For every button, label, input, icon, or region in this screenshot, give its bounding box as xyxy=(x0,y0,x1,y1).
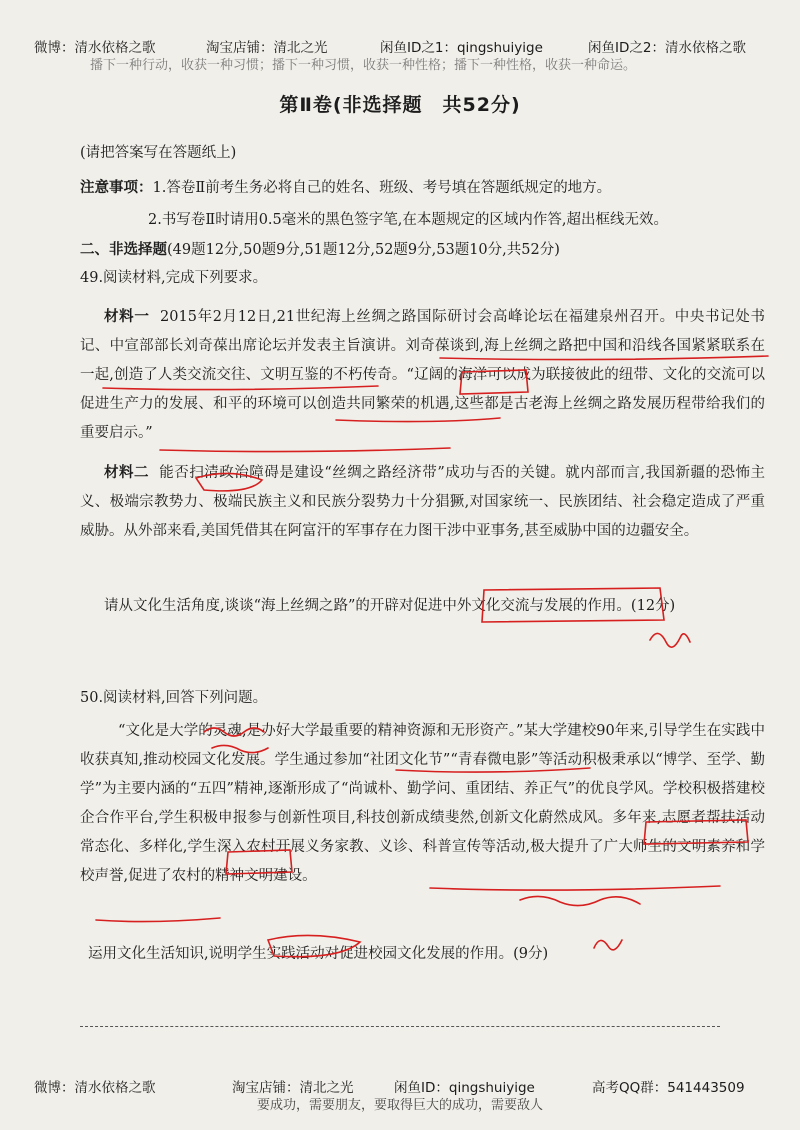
notice-label: 注意事项： xyxy=(80,180,153,196)
section-label: 二、非选择题 xyxy=(80,242,167,258)
q49-material-2 xyxy=(80,459,765,546)
page-title: 第Ⅱ卷(非选择题 共52分) xyxy=(279,94,521,116)
header-xianyu-2: 闲鱼ID之2：清水依格之歌 xyxy=(588,40,746,56)
q49-material-1 xyxy=(80,303,765,448)
q50-question: 运用文化生活知识,说明学生实践活动对促进校园文化发展的作用。(9分) xyxy=(88,946,549,962)
underline-mark xyxy=(160,448,450,452)
instruction: (请把答案写在答题纸上) xyxy=(80,145,237,161)
footer-xianyu: 闲鱼ID：qingshuiyige xyxy=(394,1080,535,1096)
q49-material-2-label: 材料二 xyxy=(104,465,150,481)
q49-stem: 49.阅读材料,完成下列要求。 xyxy=(80,270,268,286)
footer-qq: 高考QQ群：541443509 xyxy=(592,1080,745,1096)
q49-material-2-text: 能否扫清政治障碍是建设“丝绸之路经济带”成功与否的关键。就内部而言,我国新疆的恐怖主义、极端宗教势力、极端民族主义和民族分裂势力十分猖獗,对国家统一、民族团结、社会稳定造成了严重威胁。从外部来看,美国凭借其在阿富汗的军事存在力图干涉中亚事务,甚至威胁中国的边疆安全。 xyxy=(80,465,766,539)
notice-item-2: 2.书写卷Ⅱ时请用0.5毫米的黑色签字笔,在本题规定的区域内作答,超出框线无效。 xyxy=(148,212,668,228)
header-weibo: 微博：清水依格之歌 xyxy=(34,40,156,56)
notice-text-1: 1.答卷Ⅱ前考生务必将自己的姓名、班级、考号填在答题纸规定的地方。 xyxy=(152,180,612,196)
underline-mark xyxy=(96,918,220,922)
q50-stem: 50.阅读材料,回答下列问题。 xyxy=(80,690,268,706)
header-taobao: 淘宝店铺：清北之光 xyxy=(206,40,328,56)
footer-taobao: 淘宝店铺：清北之光 xyxy=(232,1080,354,1096)
header-xianyu-1: 闲鱼ID之1：qingshuiyige xyxy=(380,40,543,56)
motto-bottom: 要成功，需要朋友，要取得巨大的成功，需要敌人 xyxy=(256,1098,543,1113)
q49-material-1-label: 材料一 xyxy=(104,309,150,325)
q50-material: “文化是大学的灵魂,是办好大学最重要的精神资源和无形资产。”某大学建校90年来,引导学生在实践中收获真知,推动校园文化发展。学生通过参加“社团文化节”“青春微电影”等活动积极秉承以“博学、至学、勤学”为主要内涵的“五四”精神,逐渐形成了“尚诚朴、勤学问、重团结、养正气”的优良学风。学校积极搭建校企合作平台,学生积极申报参与创新性项目,科技创新成绩斐然,创新文化蔚然成风。多年来,志愿者帮扶活动常态化、多样化,学生深入农村开展义务家教、义诊、科普宣传等活动,极大提升了广大师生的文明素养和学校声誉,促进了农村的精神文明建设。 xyxy=(80,723,765,884)
handwriting-mark xyxy=(520,896,640,905)
divider-dashed xyxy=(80,1026,720,1027)
section-heading xyxy=(80,240,770,260)
section-scores: (49题12分,50题9分,51题12分,52题9分,53题10分,共52分) xyxy=(167,242,560,258)
q49-material-1-text: 2015年2月12日,21世纪海上丝绸之路国际研讨会高峰论坛在福建泉州召开。中央书记处书记、中宣部部长刘奇葆出席论坛并发表主旨演讲。刘奇葆谈到,海上丝绸之路把中国和沿线各国紧紧联系在一起,创造了人类交流交往、文明互鉴的不朽传奇。“辽阔的海洋可以成为联接彼此的纽带、文化的交流可以促进生产力的发展、和平的环境可以创造共同繁荣的机遇,这些都是古老海上丝绸之路发展历程带给我们的重要启示。” xyxy=(80,309,766,441)
q49-question: 请从文化生活角度,谈谈“海上丝绸之路”的开辟对促进中外文化交流与发展的作用。(12分) xyxy=(104,598,676,614)
handwriting-mark xyxy=(650,633,690,647)
footer-weibo: 微博：清水依格之歌 xyxy=(34,1080,156,1096)
motto-top: 播下一种行动，收获一种习惯；播下一种习惯，收获一种性格；播下一种性格，收获一种命运。 xyxy=(90,58,637,73)
notice-item-1 xyxy=(80,178,770,198)
